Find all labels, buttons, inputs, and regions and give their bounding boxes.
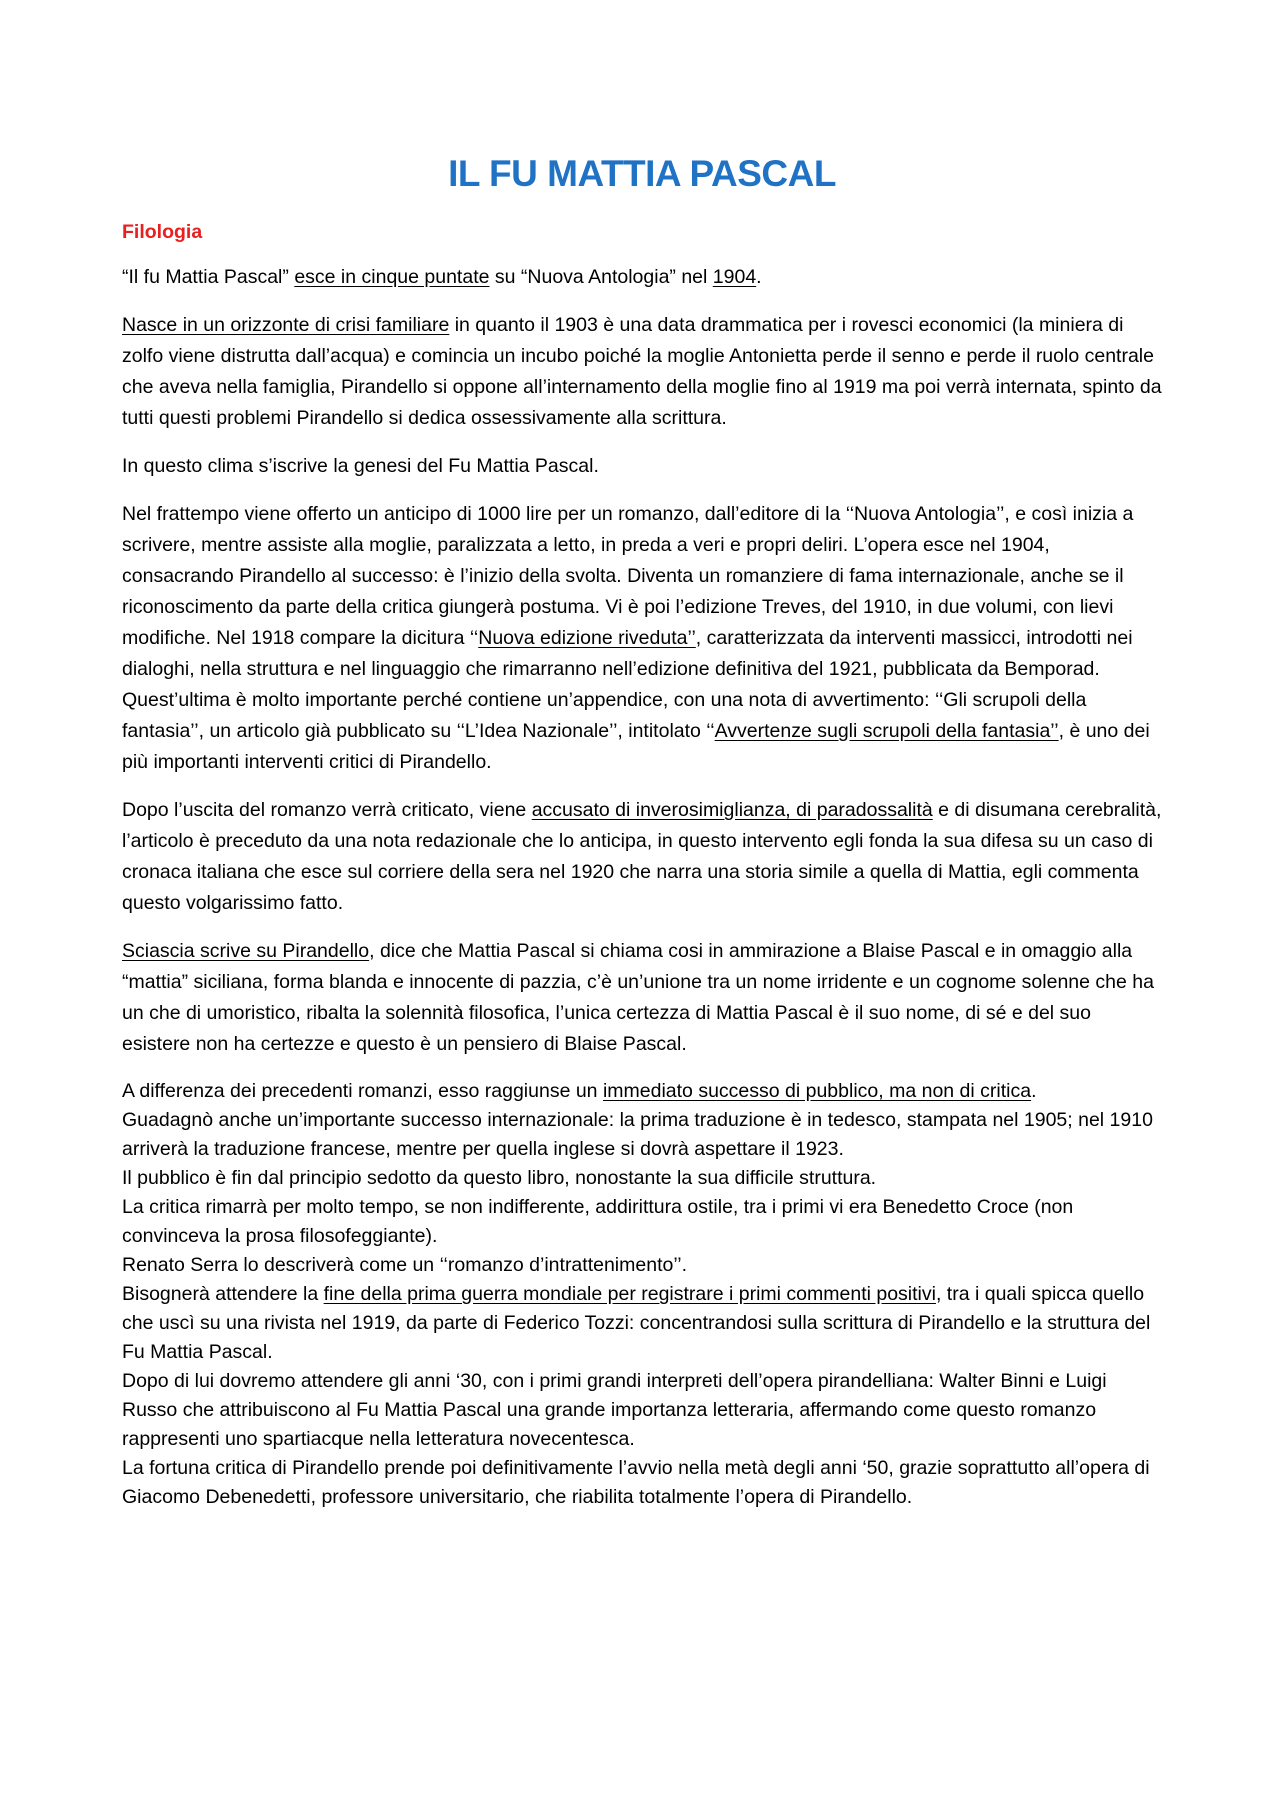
underlined-text: Sciascia scrive su Pirandello <box>122 940 370 962</box>
underlined-text: fine della prima guerra mondiale per registrare i primi commenti positivi <box>323 1283 936 1305</box>
paragraph-reception <box>122 1077 1162 1512</box>
reception-line: Guadagnò anche un’importante successo internazionale: la prima traduzione è in tedesco, stampata nel 1905; nel 1910 arriverà la traduzione francese, mentre per quella inglese si dovrà aspettare il 1923. <box>122 1109 1153 1160</box>
text-run: , caratterizzata da interventi massicci, introdotti nei dialoghi, nella struttura e nel linguaggio che rimarranno nell’edizione definitiva del 1921, pubblicata da Bemporad. Quest’ultima è molto importante perché contiene un’appendice, con una nota di avvertimento: ‘‘Gli scrupoli della fantasia’’, un articolo già pubblicato su ‘‘L’Idea Nazionale’’, intitolato ‘‘ <box>122 627 1133 742</box>
underlined-text: accusato di inverosimiglianza, di paradossalità <box>531 799 933 821</box>
document-title: IL FU MATTIA PASCAL <box>448 153 836 194</box>
text-run: in quanto il 1903 è una data drammatica per i rovesci economici (la miniera di zolfo viene distrutta dall’acqua) e comincia un incubo poiché la moglie Antonietta perde il senno e perde il ruolo centrale che aveva nella famiglia, Pirandello si oppone all’internamento della moglie fino al 1919 ma poi verrà internata, spinto da tutti questi problemi Pirandello si dedica ossessivamente alla scrittura. <box>122 314 1162 429</box>
reception-line: Il pubblico è fin dal principio sedotto da questo libro, nonostante la sua difficile struttura. <box>122 1167 877 1189</box>
text-run: Dopo l’uscita del romanzo verrà criticato, viene <box>122 799 532 821</box>
reception-line <box>122 1077 1162 1106</box>
paragraph-family-crisis <box>122 310 1162 434</box>
reception-line: Renato Serra lo descriverà come un ‘‘romanzo d’intrattenimento’’. <box>122 1254 688 1276</box>
text-run: e di disumana cerebralità, l’articolo è preceduto da una nota redazionale che lo anticipa, in questo intervento egli fonda la sua difesa su un caso di cronaca italiana che esce sul corriere della sera nel 1920 che narra una storia simile a quella di Mattia, egli commenta questo volgarissimo fatto. <box>122 799 1162 914</box>
underlined-text: Nasce in un orizzonte di crisi familiare <box>122 314 450 336</box>
underlined-text: immediato successo di pubblico, ma non di critica <box>602 1080 1032 1102</box>
paragraph-criticism <box>122 795 1162 919</box>
text-run: . <box>1031 1080 1037 1102</box>
text-run: A differenza dei precedenti romanzi, esso raggiunse un <box>122 1080 603 1102</box>
text-run: Nel frattempo viene offerto un anticipo di 1000 lire per un romanzo, dall’editore di la ‘‘Nuova Antologia’’, e così inizia a scrivere, mentre assiste alla moglie, paralizzata a letto, in preda a veri e propri deliri. L’opera esce nel 1904, consacrando Pirandello al successo: è l’inizio della svolta. Diventa un romanziere di fama internazionale, anche se il riconoscimento da parte della critica giungerà postuma. Vi è poi l’edizione Treves, del 1910, in due volumi, con lievi modifiche. Nel 1918 compare la dicitura ‘‘ <box>122 503 1134 649</box>
text-run: , dice che Mattia Pascal si chiama cosi in ammirazione a Blaise Pascal e in omaggio alla “mattia” siciliana, forma blanda e innocente di pazzia, c’è un’unione tra un nome irridente e un cognome solenne che ha un che di umoristico, ribalta la solennità filosofica, l’unica certezza di Mattia Pascal è il suo nome, di sé e del suo esistere non ha certezze e questo è un pensiero di Blaise Pascal. <box>122 940 1154 1055</box>
text-run: Bisognerà attendere la <box>122 1283 324 1305</box>
section-heading: Filologia <box>122 221 203 243</box>
paragraph-editions <box>122 499 1162 778</box>
document-page <box>122 150 1162 1512</box>
text-run: su “Nuova Antologia” nel <box>489 266 713 288</box>
text-run: , tra i quali spicca quello che uscì su una rivista nel 1919, da parte di Federico Tozzi: concentrandosi sulla scrittura di Pirandello e la struttura del Fu Mattia Pascal. <box>122 1283 1151 1363</box>
paragraph-genesis: In questo clima s’iscrive la genesi del Fu Mattia Pascal. <box>122 455 599 477</box>
text-run: “Il fu Mattia Pascal” <box>122 266 295 288</box>
reception-line: La critica rimarrà per molto tempo, se non indifferente, addirittura ostile, tra i primi vi era Benedetto Croce (non convinceva la prosa filosofeggiante). <box>122 1196 1074 1247</box>
paragraph-publication <box>122 262 1162 293</box>
underlined-text: Nuova edizione riveduta’’ <box>478 627 696 649</box>
underlined-text: 1904 <box>712 266 757 288</box>
reception-line: La fortuna critica di Pirandello prende poi definitivamente l’avvio nella metà degli anni ‘50, grazie soprattutto all’opera di Giacomo Debenedetti, professore universitario, che riabilita totalmente l’opera di Pirandello. <box>122 1457 1150 1508</box>
underlined-text: Avvertenze sugli scrupoli della fantasia’’ <box>714 720 1059 742</box>
text-run: . <box>756 266 762 288</box>
reception-line <box>122 1280 1162 1367</box>
reception-line: Dopo di lui dovremo attendere gli anni ‘30, con i primi grandi interpreti dell’opera pirandelliana: Walter Binni e Luigi Russo che attribuiscono al Fu Mattia Pascal una grande importanza letteraria, affermando come questo romanzo rappresenti uno spartiacque nella letteratura novecentesca. <box>122 1370 1107 1450</box>
paragraph-sciascia <box>122 936 1162 1060</box>
underlined-text: esce in cinque puntate <box>294 266 490 288</box>
text-run: , è uno dei più importanti interventi critici di Pirandello. <box>122 720 1150 773</box>
